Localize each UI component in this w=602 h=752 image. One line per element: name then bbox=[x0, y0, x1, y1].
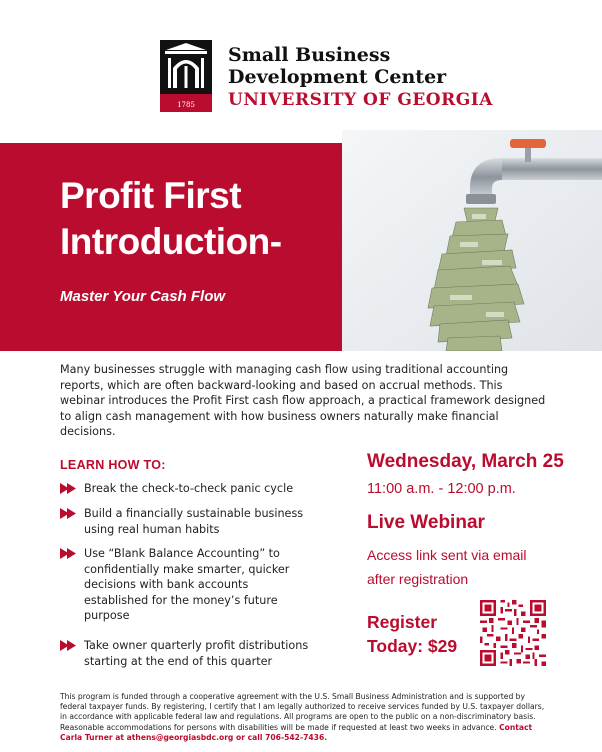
event-time: 11:00 a.m. - 12:00 p.m. bbox=[367, 481, 516, 497]
access-line-2: after registration bbox=[367, 571, 469, 587]
register-call-to-action[interactable] bbox=[367, 610, 477, 658]
legal-footer bbox=[60, 692, 550, 743]
event-format: Live Webinar bbox=[367, 512, 485, 533]
footer-text: This program is funded through a cooperative agreement with the U.S. Small Business Administration and is supported by federal taxpayer funds. By registering, I certify that I am legally authorized to receive services funded by U.S. taxpayer dollars, in accordance with applicable federal law and regulations. All programs are open to the public on a non-discriminatory basis. Reasonable accommodations for persons with disabilities will be made if requested at least two weeks in advance. bbox=[60, 692, 545, 732]
qr-code[interactable] bbox=[480, 600, 546, 666]
double-arrow-icon bbox=[60, 548, 78, 559]
list-item-text: Build a financially sustainable business using real human habits bbox=[84, 507, 304, 536]
org-line-3: UNIVERSITY OF GEORGIA bbox=[228, 90, 493, 110]
page-subtitle: Master Your Cash Flow bbox=[60, 288, 226, 305]
footer-contact[interactable]: Contact Carla Turner at athens@georgiasbdc.org or call 706-542-7436. bbox=[60, 722, 533, 742]
seal-year: 1785 bbox=[177, 101, 195, 109]
org-line-1: Small Business bbox=[228, 44, 391, 66]
hero-banner bbox=[0, 143, 342, 351]
access-line-1: Access link sent via email bbox=[367, 547, 527, 563]
learn-heading: LEARN HOW TO: bbox=[60, 458, 166, 472]
event-date: Wednesday, March 25 bbox=[367, 451, 564, 472]
double-arrow-icon bbox=[60, 508, 78, 519]
org-line-2: Development Center bbox=[228, 66, 447, 88]
org-name bbox=[228, 44, 493, 112]
faucet-money-photo bbox=[342, 130, 602, 351]
double-arrow-icon bbox=[60, 483, 78, 494]
uga-arch-logo bbox=[160, 40, 212, 112]
access-note bbox=[367, 543, 547, 591]
double-arrow-icon bbox=[60, 640, 78, 651]
intro-paragraph: Many businesses struggle with managing cash flow using traditional accounting reports, which are often backward-looking and based on accrual methods. This webinar introduces the Profit First cash flow approach, a practical framework designed to align cash management with how business owners naturally make financial decisions. bbox=[60, 363, 546, 438]
register-line-1: Register bbox=[367, 612, 438, 632]
page-title: Profit First Introduction- bbox=[60, 175, 282, 262]
list-item-text: Take owner quarterly profit distributions starting at the end of this quarter bbox=[84, 639, 309, 668]
register-line-2: Today: $29 bbox=[367, 636, 458, 656]
list-item-text: Use “Blank Balance Accounting” to confidentially make smarter, quicker decisions with bank accounts established for the money’s future purpose bbox=[84, 547, 290, 622]
list-item-text: Break the check-to-check panic cycle bbox=[84, 482, 294, 495]
